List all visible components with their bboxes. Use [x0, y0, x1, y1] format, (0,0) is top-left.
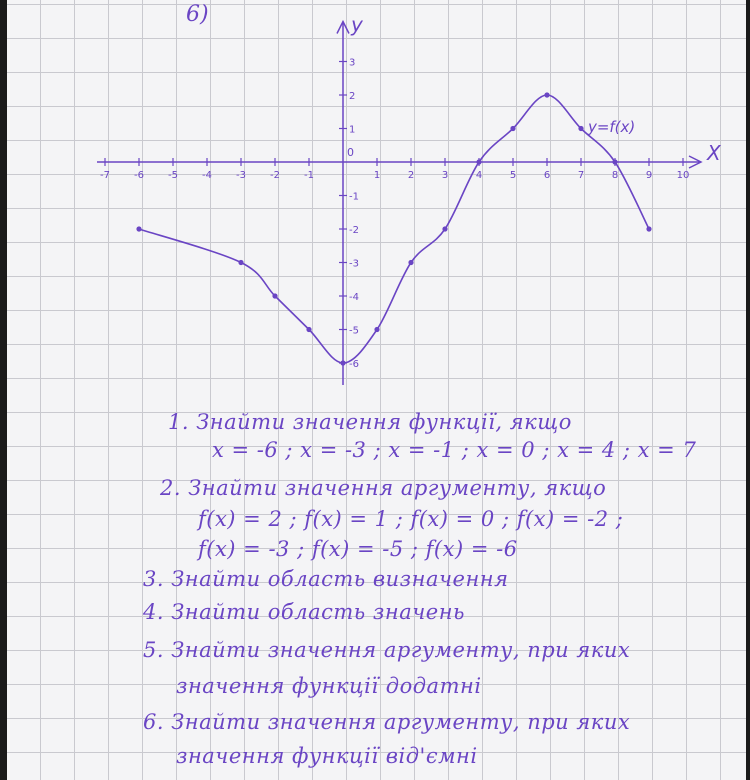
- task-2-values-line-1: f(x) = 2 ; f(x) = 1 ; f(x) = 0 ; f(x) = -2 ;: [198, 507, 624, 531]
- y-tick-label: -5: [349, 325, 359, 337]
- y-tick-label: -4: [349, 292, 359, 303]
- x-tick-label: -2: [270, 170, 280, 181]
- y-tick-label: 1: [349, 124, 356, 136]
- task-2-values-line-2: f(x) = -3 ; f(x) = -5 ; f(x) = -6: [198, 537, 518, 561]
- x-tick-label: 9: [645, 170, 653, 181]
- x-tick-label: 7: [577, 170, 585, 181]
- y-tick-label: -2: [349, 225, 359, 236]
- curve-label: y=f(x): [587, 117, 636, 136]
- task-1-values: x = -6 ; x = -3 ; x = -1 ; x = 0 ; x = 4 ; x = 7: [212, 438, 697, 462]
- y-axis-label: y: [351, 12, 363, 37]
- x-tick-label: -3: [236, 170, 246, 181]
- origin-label: 0: [347, 146, 354, 159]
- x-tick-label: 1: [373, 170, 381, 181]
- x-tick-label: -7: [100, 170, 110, 181]
- y-tick-label: 2: [349, 91, 356, 102]
- y-tick-label: -1: [349, 191, 359, 203]
- x-tick-label: 3: [441, 170, 449, 181]
- task-2-text: 2. Знайти значення аргументу, якщо: [160, 476, 607, 500]
- x-tick-label: 4: [475, 170, 483, 181]
- x-tick-label: -6: [134, 170, 144, 181]
- x-axis-label: X: [707, 141, 721, 165]
- x-tick-label: 8: [611, 170, 619, 181]
- task-label: 6): [186, 2, 209, 27]
- x-tick-label: 10: [676, 170, 690, 181]
- x-tick-label: -4: [202, 170, 212, 181]
- task-5-text: 5. Знайти значення аргументу, при яких: [143, 638, 631, 662]
- task-3-text: 3. Знайти область визначення: [143, 567, 509, 591]
- y-tick-label: 3: [349, 57, 356, 69]
- task-5-continuation: значення функції додатні: [176, 674, 482, 698]
- x-tick-label: 6: [543, 170, 551, 181]
- task-6-continuation: значення функції від'ємні: [176, 744, 478, 768]
- x-tick-label: -1: [304, 170, 314, 181]
- task-4-text: 4. Знайти область значень: [143, 600, 465, 624]
- x-tick-label: -5: [168, 170, 178, 181]
- y-tick-label: -6: [349, 359, 359, 370]
- x-tick-label: 2: [407, 170, 415, 181]
- task-1-text: 1. Знайти значення функції, якщо: [168, 410, 572, 434]
- task-6-text: 6. Знайти значення аргументу, при яких: [143, 710, 631, 734]
- y-tick-label: -3: [349, 258, 359, 270]
- x-tick-label: 5: [509, 170, 517, 181]
